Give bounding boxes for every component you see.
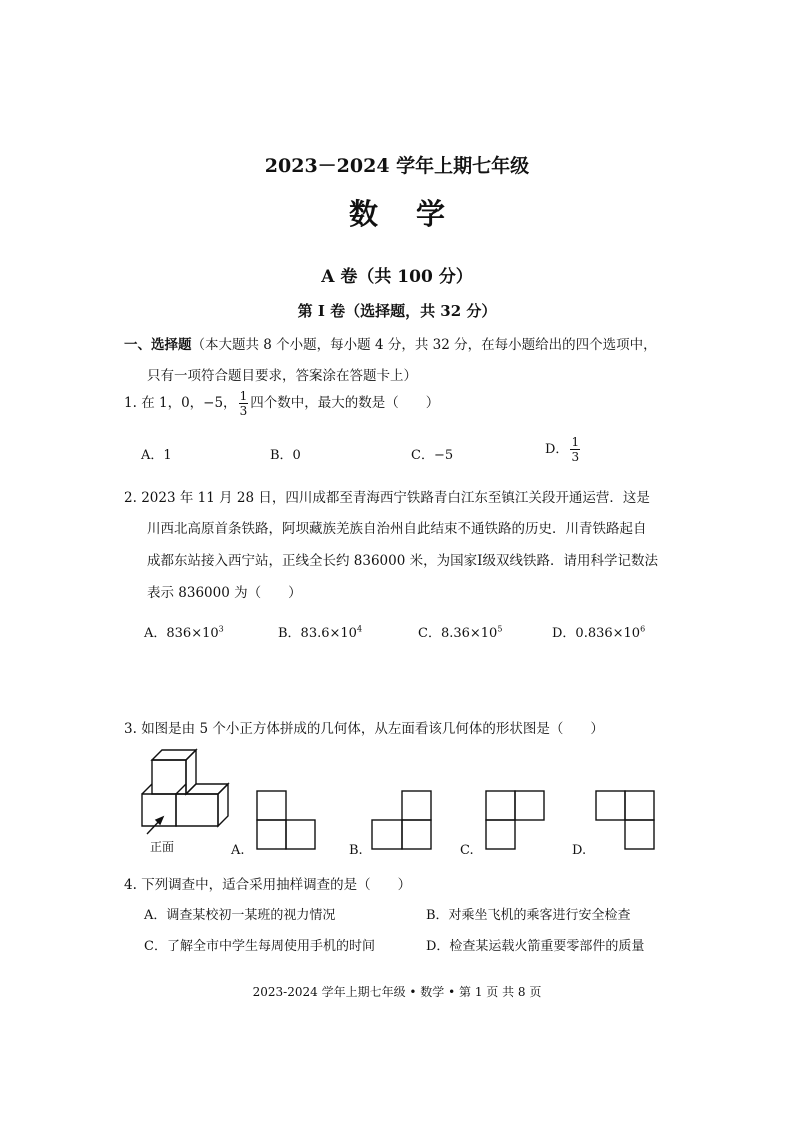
option-text: A．836×10 [144, 626, 219, 641]
question-3-stem: 如图是由 5 个小正方体拼成的几何体，从左面看该几何体的形状图是（ ） [141, 721, 604, 737]
q4-option-b[interactable]: B．对乘坐飞机的乘客进行安全检查 [426, 908, 631, 923]
q3-option-a-view[interactable] [256, 790, 316, 852]
volume-a-title: A 卷（共 100 分） [321, 267, 473, 287]
question-4 [124, 873, 411, 893]
square [515, 791, 544, 820]
cube-face [152, 750, 196, 760]
q3-option-b-label[interactable]: B. [349, 843, 363, 858]
q1-option-b[interactable]: B．0 [270, 448, 301, 463]
fraction-one-third [570, 436, 580, 463]
square [372, 820, 402, 849]
question-2-line2: 川西北高原首条铁路，阿坝藏族羌族自治州自此结束不通铁路的历史．川青铁路起自 [147, 521, 647, 537]
q2-option-b[interactable] [278, 622, 362, 641]
q1-option-a[interactable]: A．1 [141, 448, 172, 463]
exponent: 5 [497, 624, 503, 634]
part-one-title: 第 I 卷（选择题，共 32 分） [297, 302, 497, 320]
square [257, 791, 286, 820]
option-text: C．8.36×10 [418, 626, 498, 641]
q3-option-d-view[interactable] [595, 790, 657, 852]
question-1 [124, 390, 439, 417]
cube-face [218, 784, 228, 826]
option-text: B．83.6×10 [278, 626, 357, 641]
q1-option-d[interactable] [545, 436, 582, 463]
question-number: 3. [124, 721, 137, 737]
option-d-label: D． [545, 442, 569, 457]
square [625, 820, 654, 849]
q3-option-b-view[interactable] [371, 790, 433, 852]
square [625, 791, 654, 820]
exponent: 6 [640, 624, 646, 634]
section-one-instruction-line2: 只有一项符合题目要求，答案涂在答题卡上） [147, 368, 417, 384]
fraction-denominator: 3 [571, 450, 580, 464]
page-footer: 2023-2024 学年上期七年级 • 数学 • 第 1 页 共 8 页 [252, 985, 542, 999]
q1-option-c[interactable]: C．−5 [411, 448, 454, 463]
option-text: D．0.836×10 [552, 626, 641, 641]
question-number: 4. [124, 877, 137, 893]
q2-option-c[interactable] [418, 622, 502, 641]
question-number: 2. [124, 490, 137, 506]
square [402, 820, 431, 849]
square [486, 820, 515, 849]
q4-option-d[interactable]: D．检查某运载火箭重要零部件的质量 [426, 939, 645, 954]
question-4-stem: 下列调查中，适合采用抽样调查的是（ ） [141, 877, 412, 893]
question-2-line3: 成都东站接入西宁站，正线全长约 836000 米，为国家Ⅰ级双线铁路．请用科学记数法 [147, 553, 658, 569]
exponent: 3 [218, 624, 224, 634]
cube-edge [176, 784, 186, 794]
fraction-denominator: 3 [239, 404, 248, 418]
exam-year-title: 2023－2024 学年上期七年级 [264, 155, 530, 177]
section-one-instruction-line1: （本大题共 8 个小题，每小题 4 分，共 32 分，在每小题给出的四个选项中， [191, 337, 657, 353]
question-number: 1. [124, 395, 137, 411]
front-label: 正面 [150, 840, 175, 854]
cube-face [186, 784, 228, 794]
q4-option-a[interactable]: A．调查某校初一某班的视力情况 [144, 908, 336, 923]
q3-option-c-label[interactable]: C. [460, 843, 474, 858]
q3-option-d-label[interactable]: D. [572, 843, 587, 858]
question-3 [124, 717, 604, 737]
section-one-label: 一、选择题 [124, 337, 192, 353]
subject-title: 数 学 [348, 197, 460, 231]
cube-face [176, 794, 218, 826]
q2-option-d[interactable] [552, 622, 645, 641]
question-2-text: 2023 年 11 月 28 日，四川成都至青海西宁铁路青白江东至镇江关段开通运营．这是 [141, 490, 650, 506]
cube-solid-figure [130, 744, 230, 836]
square [286, 820, 315, 849]
section-one-instruction [124, 333, 657, 353]
question-2-line1 [124, 486, 650, 506]
fraction-numerator: 1 [571, 435, 580, 449]
question-2-line4: 表示 836000 为（ ） [147, 585, 302, 601]
square [486, 791, 515, 820]
square [596, 791, 625, 820]
fraction-one-third [239, 390, 249, 417]
question-1-stem-post: 四个数中，最大的数是（ ） [250, 395, 440, 411]
q3-option-a-label[interactable]: A. [231, 843, 245, 858]
question-1-stem-pre: 在 1，0，−5， [141, 395, 237, 411]
q4-option-c[interactable]: C．了解全市中学生每周使用手机的时间 [144, 939, 375, 954]
q2-option-a[interactable] [144, 622, 224, 641]
cube-edge [142, 784, 152, 794]
fraction-numerator: 1 [239, 389, 248, 403]
q3-option-c-view[interactable] [485, 790, 547, 852]
exponent: 4 [356, 624, 363, 634]
cube-face [186, 750, 196, 794]
square [257, 820, 286, 849]
square [402, 791, 431, 820]
